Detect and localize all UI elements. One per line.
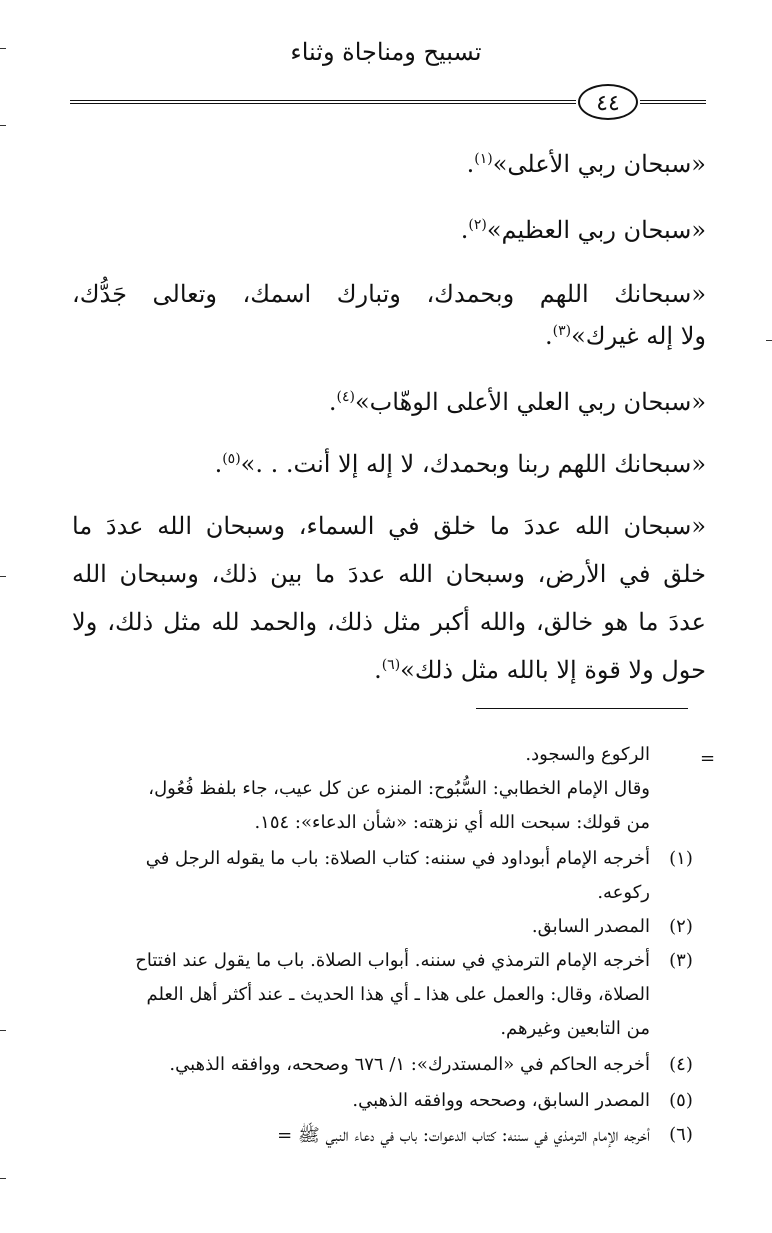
footnote-line: الصلاة، وقال: والعمل على هذا ـ أي هذا الحديث ـ عند أكثر أهل العلم: [146, 984, 650, 1005]
continuation-mark: =: [700, 748, 716, 769]
text-line: «سبحان الله عددَ ما خلق في السماء، وسبحان الله عددَ ما: [72, 512, 706, 540]
footnote-line: المصدر السابق، وصححه ووافقه الذهبي.: [352, 1090, 650, 1111]
text-line: «سبحان ربي العظيم»$^{(٢)}$.: [460, 216, 706, 244]
footnote-line: المصدر السابق.: [531, 916, 650, 937]
scan-edge-mark: [0, 576, 6, 577]
footnote-separator: [476, 708, 688, 709]
text-line: «سبحان ربي العلي الأعلى الوهّاب»$^{(٤)}$.: [328, 388, 706, 416]
footnote-number: (٥): [669, 1090, 693, 1111]
footnote-line: من التابعين وغيرهم.: [500, 1018, 650, 1039]
footnote-ref: (٤): [336, 389, 355, 405]
page-number-badge: ٤٤: [578, 84, 638, 120]
text-line: عددَ ما هو خالق، والله أكبر مثل ذلك، والحمد لله مثل ذلك، ولا: [72, 608, 706, 636]
scan-edge-mark: [0, 125, 6, 126]
footnote-number: (٣): [669, 950, 693, 971]
footnote-line: أخرجه الإمام الترمذي في سننه. أبواب الصلاة. باب ما يقول عند افتتاح: [135, 950, 650, 971]
text-line: «سبحانك اللهم وبحمدك، وتبارك اسمك، وتعالى جَدُّك،: [72, 280, 706, 308]
footnote-ref: (١): [474, 151, 493, 167]
running-header-title: تسبيح ومناجاة وثناء: [290, 38, 482, 66]
text-line: حول ولا قوة إلا بالله مثل ذلك»$^{(٦)}$.: [374, 656, 706, 684]
footnote-ref: (٦): [381, 657, 401, 673]
scan-edge-mark: [766, 340, 772, 341]
header-rule-left: [70, 100, 576, 104]
footnote-number: (٢): [669, 916, 693, 937]
text-line: خلق في الأرض، وسبحان الله عددَ ما بين ذلك، وسبحان الله: [72, 560, 706, 588]
text-line: ولا إله غيرك»$^{(٣)}$.: [545, 322, 706, 350]
footnote-ref: (٢): [468, 217, 487, 233]
footnote-number: (١): [669, 848, 693, 869]
footnote-line: الركوع والسجود.: [525, 744, 650, 765]
scan-edge-mark: [0, 1178, 6, 1179]
footnote-line: ركوعه.: [597, 882, 650, 903]
footnote-ref: (٥): [222, 451, 241, 467]
footnote-line: أخرجه الحاكم في «المستدرك»: ١/ ٦٧٦ وصححه، ووافقه الذهبي.: [169, 1054, 650, 1075]
text-line: «سبحانك اللهم ربنا وبحمدك، لا إله إلا أنت. . .»$^{(٥)}$.: [214, 450, 706, 478]
footnote-line: وقال الإمام الخطابي: السُّبُوح: المنزه عن كل عيب، جاء بلفظ فُعُول،: [148, 778, 650, 799]
scan-edge-mark: [0, 48, 6, 49]
footnote-ref: (٣): [552, 323, 572, 339]
footnote-number: (٦): [669, 1124, 693, 1145]
footnote-line: أخرجه الإمام أبوداود في سننه: كتاب الصلاة: باب ما يقوله الرجل في: [145, 848, 650, 869]
footnote-number: (٤): [669, 1054, 693, 1075]
footnote-line: أخرجه الإمام الترمذي في سننه: كتاب الدعوات: باب في دعاء النبي ﷺ =: [277, 1125, 650, 1146]
scan-edge-mark: [0, 1030, 6, 1031]
text-line: «سبحان ربي الأعلى»$^{(١)}$.: [466, 150, 706, 178]
footnote-line: من قولك: سبحت الله أي نزهته: «شأن الدعاء»: ١٥٤.: [254, 812, 650, 833]
header-rule-right: [640, 100, 706, 104]
